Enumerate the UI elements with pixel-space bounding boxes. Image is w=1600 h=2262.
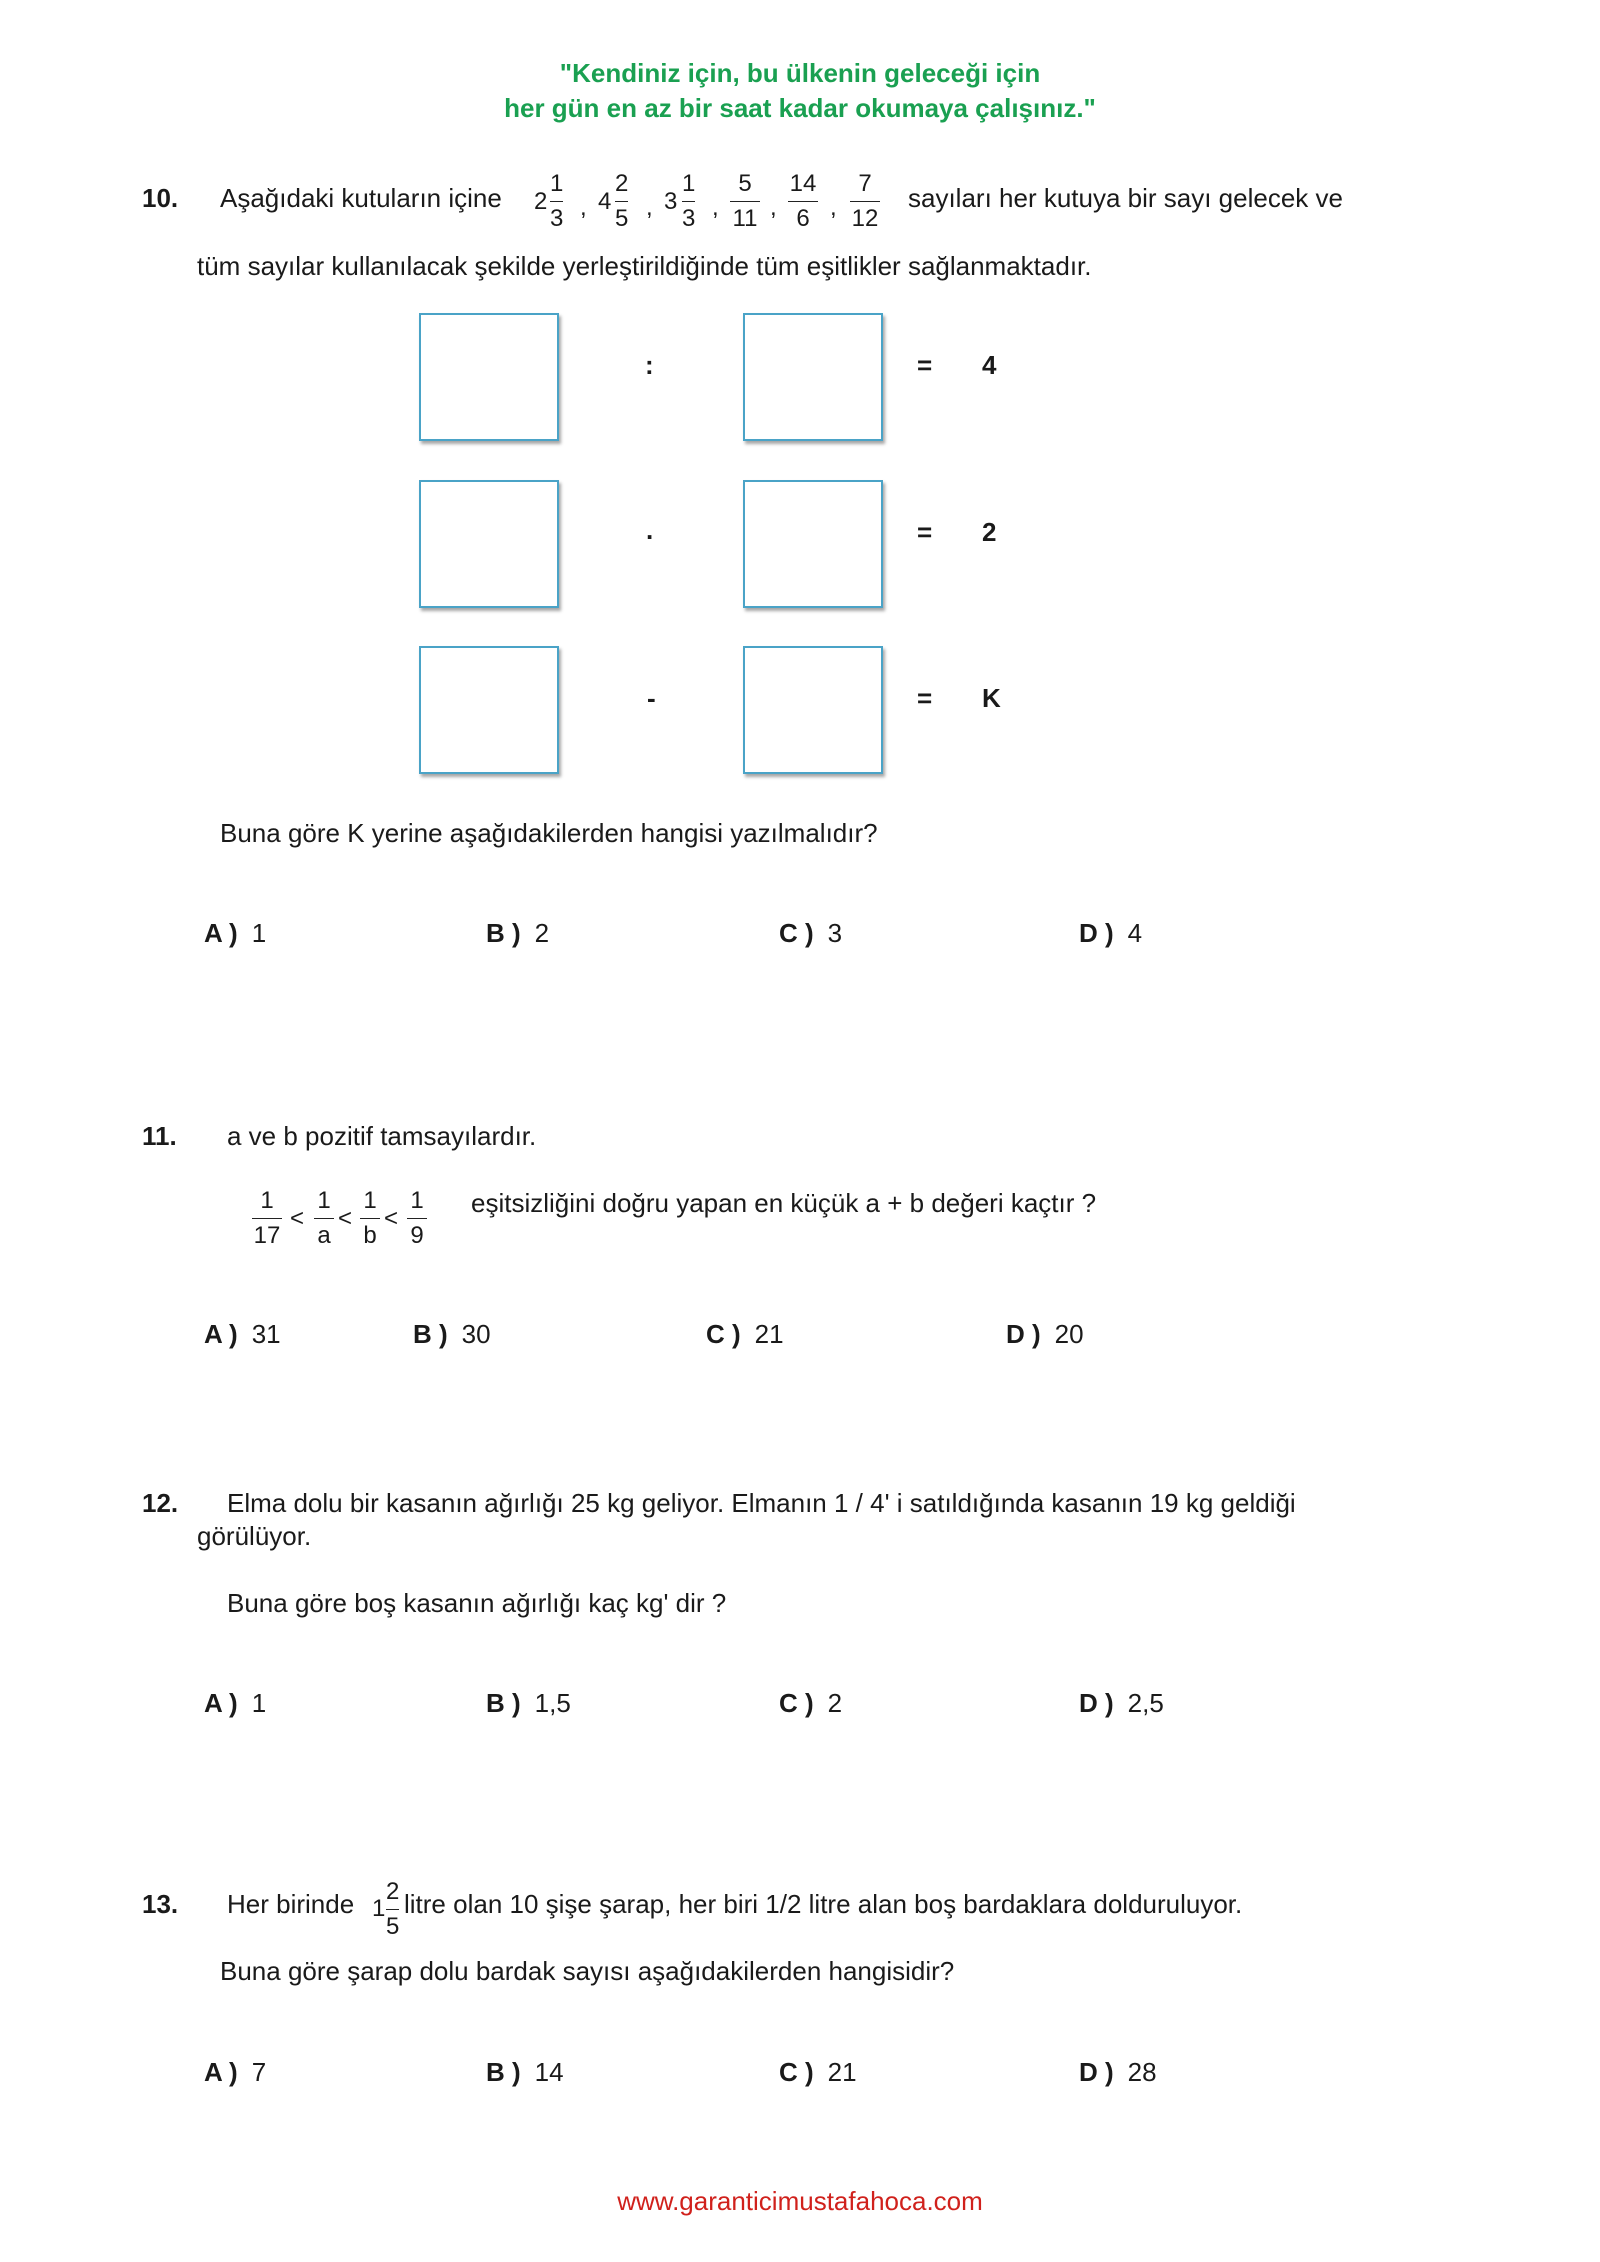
question-number: 11. [142,1121,177,1151]
numerator: 1 [550,170,564,197]
fraction [252,1189,282,1248]
option-b[interactable] [486,918,549,949]
option-d[interactable] [1006,1319,1084,1350]
question-text-line-1: Elma dolu bir kasanın ağırlığı 25 kg geliyor. Elmanın 1 / 4' i satıldığında kasanın 19 kg geldiği [227,1488,1296,1518]
option-value: 2,5 [1127,1688,1164,1718]
option-value: 21 [754,1319,784,1349]
fraction [730,172,760,231]
question-prompt: eşitsizliğini doğru yapan en küçük a + b değeri kaçtır ? [471,1188,1097,1218]
denominator: 12 [851,205,879,232]
answer-box [743,480,883,608]
fraction [788,172,818,231]
option-b[interactable] [486,2057,564,2088]
equals-sign: = [917,350,933,380]
fraction [386,1880,399,1939]
option-b[interactable] [486,1688,571,1719]
option-value: 7 [251,2057,267,2087]
option-letter: C ) [779,1688,814,1718]
equals-sign: = [917,683,933,713]
option-letter: D ) [1006,1319,1041,1349]
footer-website-link[interactable]: www.garanticimustafahoca.com [617,2186,983,2216]
fraction [550,172,563,231]
question-prompt: Buna göre şarap dolu bardak sayısı aşağıdakilerden hangisidir? [220,1956,955,1986]
denominator: 9 [410,1222,424,1249]
comma: , [712,194,719,221]
numerator: 7 [858,170,872,197]
option-d[interactable] [1079,2057,1157,2088]
question-intro: Aşağıdaki kutuların içine [220,183,502,213]
numerator: 14 [789,170,817,197]
quote-line-1: "Kendiniz için, bu ülkenin geleceği için [559,58,1041,88]
operator-divide: : [645,350,654,380]
denominator: 11 [732,205,758,232]
numerator: 5 [738,170,752,197]
numerator: 2 [615,170,629,197]
question-prompt: Buna göre boş kasanın ağırlığı kaç kg' dir ? [227,1588,727,1618]
denominator: 17 [253,1222,281,1249]
operator-multiply: . [646,515,654,545]
fraction [407,1189,427,1248]
question-text-line-2: tüm sayılar kullanılacak şekilde yerleştirildiğinde tüm eşitlikler sağlanmaktadır. [197,251,1092,281]
question-number: 13. [142,1889,179,1919]
option-d[interactable] [1079,1688,1164,1719]
numerator: 1 [682,170,696,197]
option-value: 1 [251,918,267,948]
option-value: 4 [1127,918,1143,948]
numerator: 1 [317,1187,331,1214]
option-value: 21 [827,2057,857,2087]
option-letter: D ) [1079,918,1114,948]
question-text-after: litre olan 10 şişe şarap, her biri 1/2 litre alan boş bardaklara dolduruluyor. [404,1889,1243,1919]
denominator: a [317,1222,331,1249]
option-value: 28 [1127,2057,1157,2087]
less-than: < [290,1205,305,1232]
answer-box [419,480,559,608]
option-c[interactable] [779,2057,857,2088]
fraction [615,172,628,231]
question-intro: Her birinde [227,1889,355,1919]
denominator: 5 [615,205,629,232]
denominator: 5 [386,1913,400,1940]
denominator: b [363,1222,377,1249]
option-value: 1 [251,1688,267,1718]
answer-box [419,313,559,441]
denominator: 3 [682,205,696,232]
option-letter: C ) [779,2057,814,2087]
whole-number: 1 [372,1895,386,1922]
denominator: 6 [796,205,810,232]
option-c[interactable] [779,1688,842,1719]
option-letter: B ) [486,918,521,948]
numerator: 1 [260,1187,274,1214]
option-letter: B ) [486,2057,521,2087]
option-letter: C ) [706,1319,741,1349]
option-d[interactable] [1079,918,1142,949]
option-a[interactable] [204,1319,281,1350]
numerator: 1 [410,1187,424,1214]
operator-minus: - [647,683,656,713]
option-a[interactable] [204,2057,266,2088]
denominator: 3 [550,205,564,232]
option-letter: C ) [779,918,814,948]
option-a[interactable] [204,1688,266,1719]
numerator: 2 [386,1878,400,1905]
option-letter: A ) [204,918,238,948]
answer-box [743,313,883,441]
option-value: 2 [534,918,550,948]
whole-number: 4 [598,188,612,215]
fraction [850,172,880,231]
question-prompt: Buna göre K yerine aşağıdakilerden hangisi yazılmalıdır? [220,818,878,848]
answer-box [419,646,559,774]
less-than: < [338,1205,353,1232]
option-value: 1,5 [534,1688,571,1718]
question-text-after: sayıları her kutuya bir sayı gelecek ve [908,183,1343,213]
option-letter: A ) [204,2057,238,2087]
option-a[interactable] [204,918,266,949]
question-number: 12. [142,1488,179,1518]
option-value: 20 [1054,1319,1084,1349]
quote-line-2: her gün en az bir saat kadar okumaya çalışınız." [504,93,1096,123]
numerator: 1 [363,1187,377,1214]
question-number: 10. [142,183,179,213]
option-letter: A ) [204,1688,238,1718]
less-than: < [384,1205,399,1232]
equation-result: 4 [982,350,997,380]
option-c[interactable] [779,918,842,949]
option-letter: D ) [1079,2057,1114,2087]
fraction [314,1189,334,1248]
comma: , [830,194,837,221]
question-text-line-2: görülüyor. [197,1521,312,1551]
equation-result: K [982,683,1001,713]
option-value: 3 [827,918,843,948]
comma: , [646,194,653,221]
option-letter: D ) [1079,1688,1114,1718]
answer-box [743,646,883,774]
whole-number: 2 [534,188,548,215]
option-c[interactable] [706,1319,784,1350]
whole-number: 3 [664,188,678,215]
comma: , [770,194,777,221]
option-value: 31 [251,1319,281,1349]
option-value: 30 [461,1319,491,1349]
option-value: 2 [827,1688,843,1718]
option-value: 14 [534,2057,564,2087]
fraction [360,1189,380,1248]
option-letter: A ) [204,1319,238,1349]
option-letter: B ) [413,1319,448,1349]
question-intro: a ve b pozitif tamsayılardır. [227,1121,537,1151]
equation-result: 2 [982,517,997,547]
option-b[interactable] [413,1319,491,1350]
comma: , [580,194,587,221]
equals-sign: = [917,517,933,547]
option-letter: B ) [486,1688,521,1718]
fraction [682,172,695,231]
